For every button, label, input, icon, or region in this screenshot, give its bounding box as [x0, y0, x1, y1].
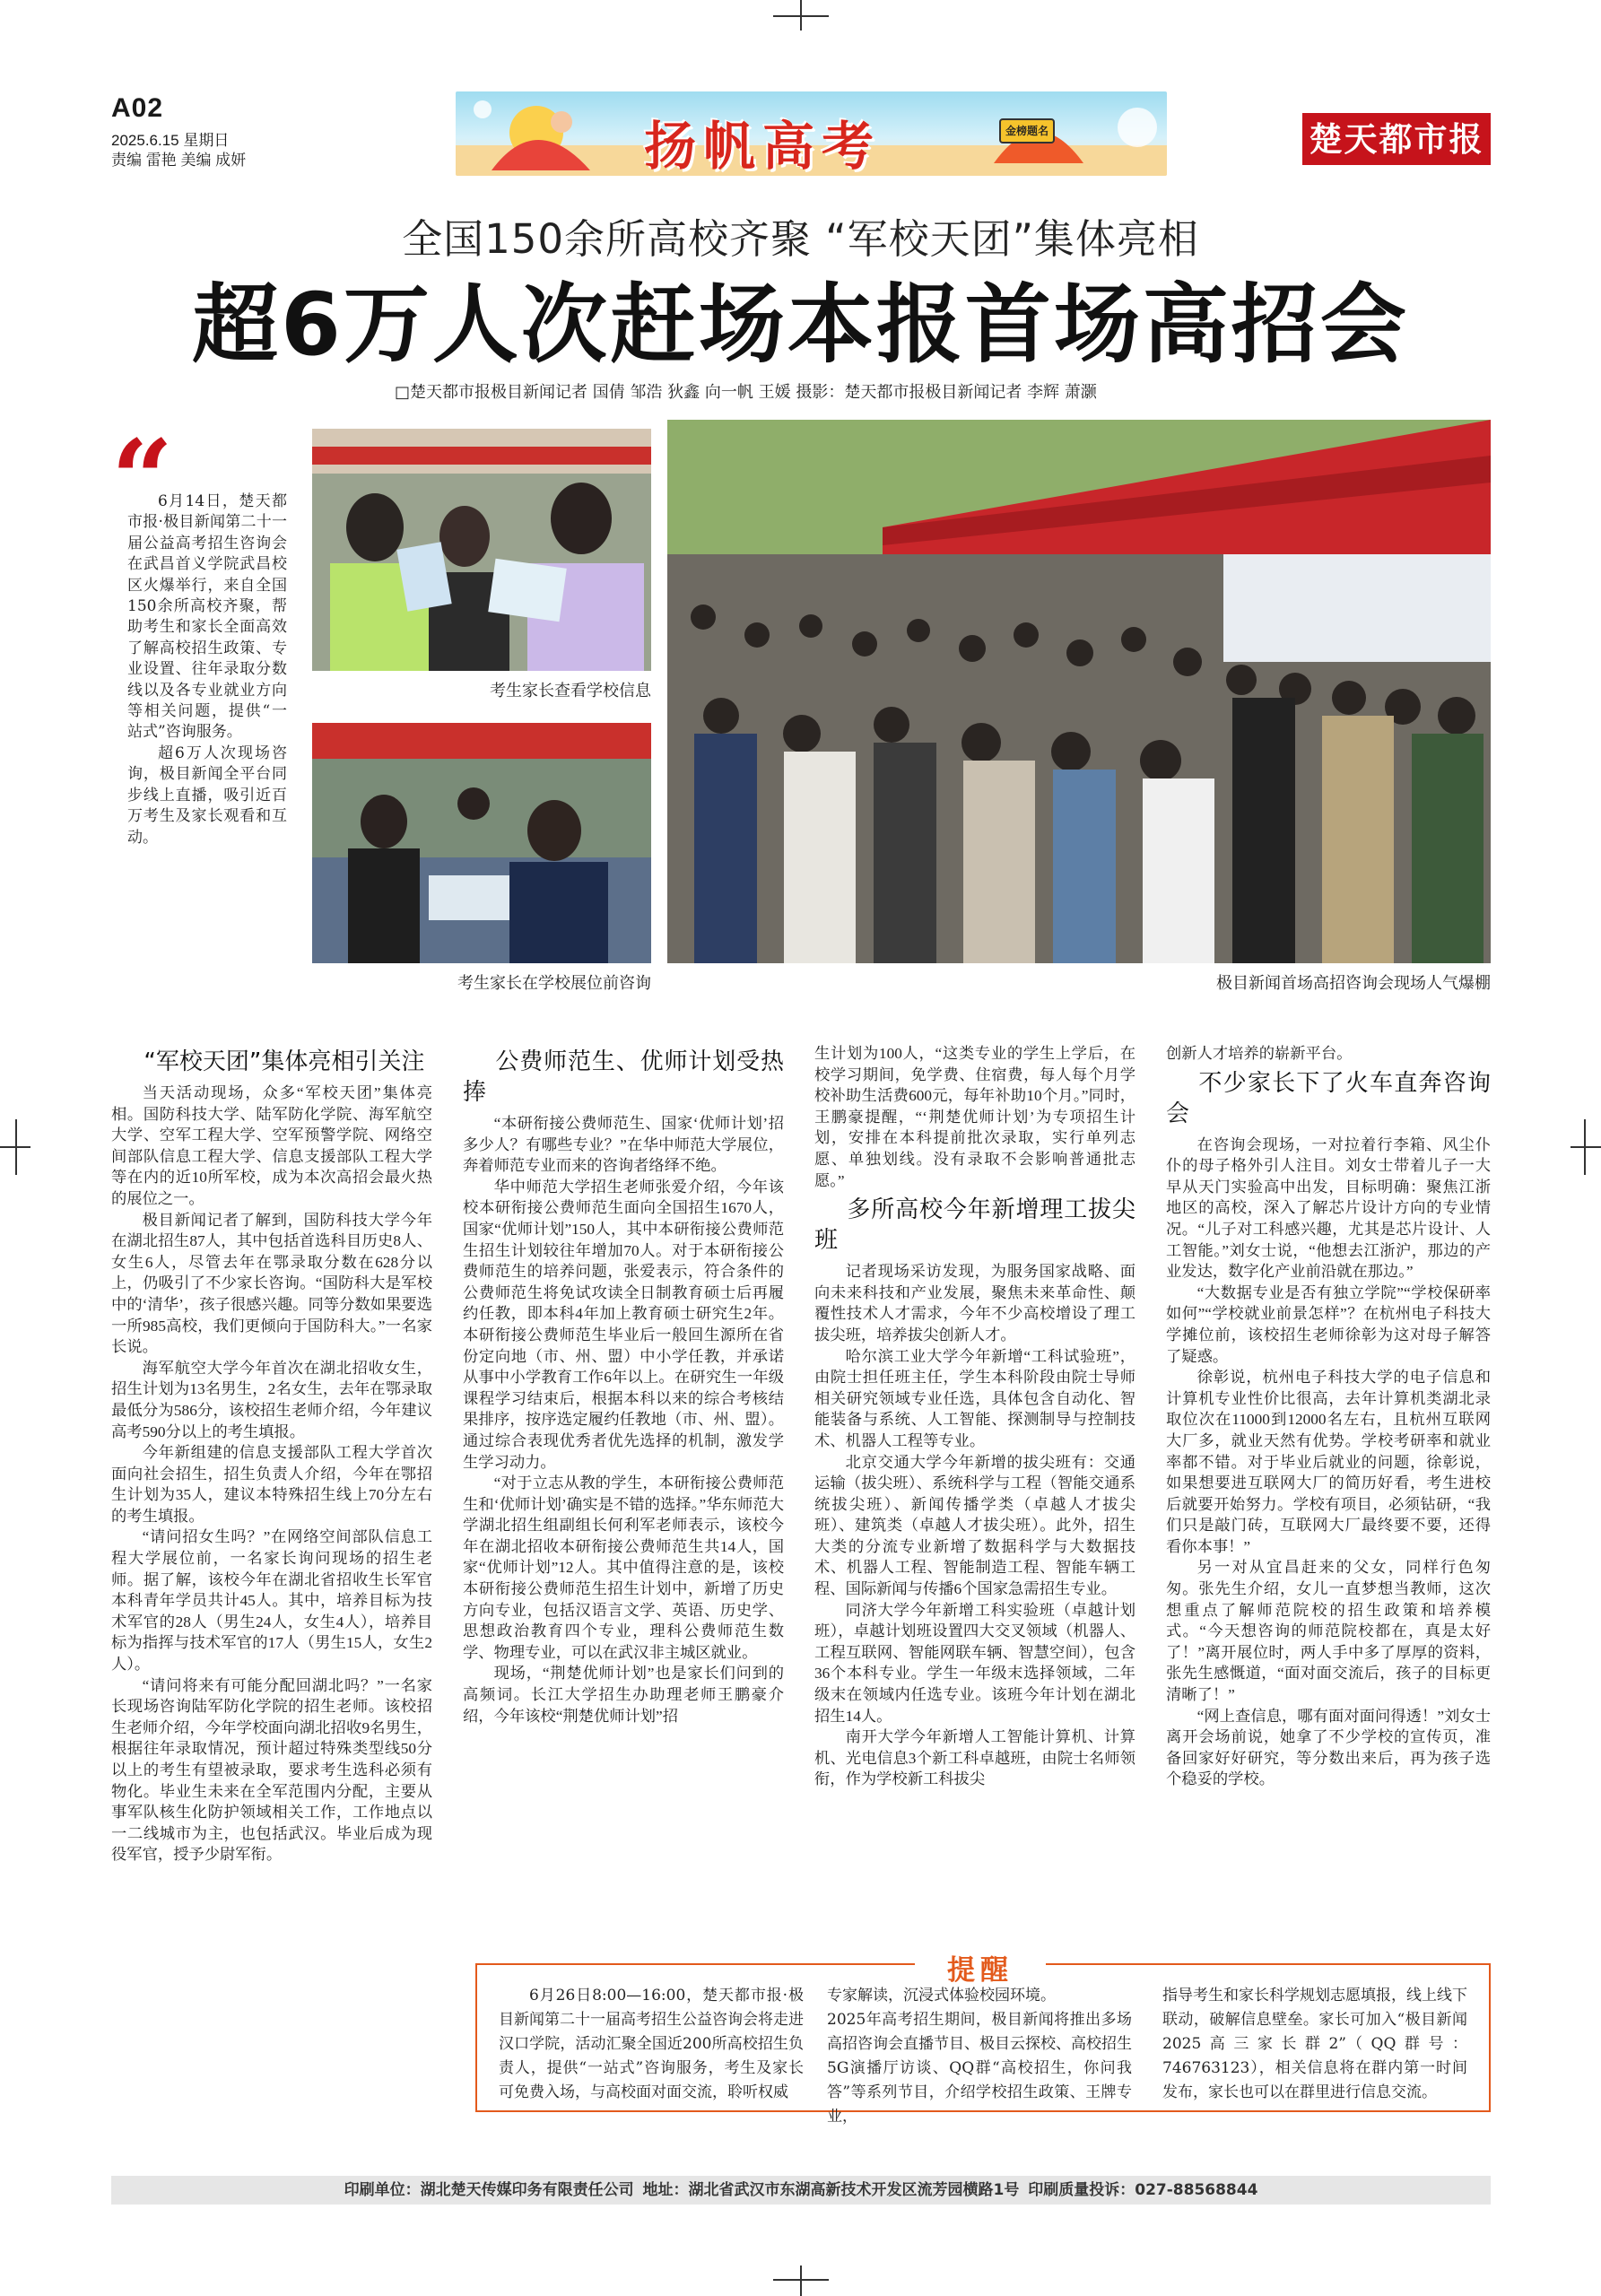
- section-title-teacher: 公费师范生、优师计划受热捧: [463, 1048, 784, 1106]
- byline: □楚天都市报极目新闻记者 国倩 邹浩 狄鑫 向一帆 王媛 摄影：楚天都市报极目新闻记者 李辉 萧灏: [395, 383, 1097, 402]
- col3-para: 南开大学今年新增人工智能计算机、计算机、光电信息3个新工科卓越班，由院士名师领衔，作为学校新工科拔尖: [814, 1728, 1135, 1788]
- photo-students-reading-image: [312, 429, 651, 671]
- col2-para: “本研衔接公费师范生、国家‘优师计划’招多少人？有哪些专业？”在华中师范大学展位，奔着师范专业而来的咨询者络绎不绝。: [463, 1115, 784, 1175]
- section-title-parents: 不少家长下了火车直奔咨询会: [1166, 1069, 1491, 1127]
- col3-para: 同济大学今年新增工科实验班（卓越计划班），卓越计划班设置四大交叉领域（机器人、工程互联网、智能网联车辆、智慧空间），包含36个本科专业。学生一年级末选择领域，二年级末在领域内任选专业。该班今年计划在湖北招生14人。: [814, 1601, 1135, 1725]
- caption-photo3: 极目新闻首场高招咨询会现场人气爆棚: [1216, 974, 1491, 993]
- col4-para: 徐彰说，杭州电子科技大学的电子信息和计算机专业性价比很高，去年计算机类湖北录取位次在11000到12000名左右，且杭州互联网大厂多，就业天然有优势。学校考研率和就业率都不错。对于毕业后就业的问题，徐彰说，如果想要进互联网大厂的简历好看，考生进校后就要开始努力。学校有项目，必须钻研，“我们只是敲门砖，互联网大厂最终要不要，还得看你本事！”: [1166, 1369, 1491, 1555]
- col1-para: “请问将来有可能分配回湖北吗？”一名家长现场咨询陆军防化学院的招生老师。该校招生老师介绍，今年学校面向湖北招收9名男生，根据往年录取情况，预计超过特殊类型线50分以上的考生有望被录取，要求考生选科必须有物化。毕业生未来在全军范围内分配，主要从事军队核生化防护领域相关工作，工作地点以一二线城市为主，也包括武汉。毕业后成为现役军官，授予少尉军衔。: [111, 1676, 432, 1864]
- lead-p2: 超6万人次现场咨询，极目新闻全平台同步线上直播，吸引近百万考生及家长观看和互动。: [127, 744, 287, 847]
- issue-date: 2025.6.15 星期日: [111, 132, 230, 149]
- reminder-col-1: 6月26日8:00—16:00，楚天都市报·极目新闻第二十一届高考招生公益咨询会将走进汉口学院，活动汇聚全国近200所高校招生负责人，提供“一站式”咨询服务，考生及家长可免费入场，与高校面对面交流，聆听权威: [499, 1987, 804, 2101]
- col3-para: 哈尔滨工业大学今年新增“工科试验班”，由院士担任班主任，学生本科阶段由院士导师相关研究领域专业任选，具体包含自动化、智能装备与系统、人工智能、探测制导与控制技术、机器人工程等专业。: [814, 1347, 1135, 1449]
- col3-para: 生计划为100人，“这类专业的学生上学后，在校学习期间，免学费、住宿费，每人每个月学校补助生活费600元，每年补助10个月。”同时，王鹏豪提醒，“‘荆楚优师计划’为专项招生计划，安排在本科提前批次录取，实行单列志愿、单独划线。没有录取不会影响普通批志愿。”: [814, 1045, 1135, 1189]
- caption-photo1: 考生家长查看学校信息: [490, 682, 651, 700]
- registration-mark-bottom: [800, 2266, 802, 2296]
- photo-crowd: [667, 420, 1491, 963]
- col1-para: “请问招女生吗？”在网络空间部队信息工程大学展位前，一名家长询问现场的招生老师。据了解，该校今年在湖北省招收生长军官本科青年学员共计45人。其中，培养目标为技术军官的28人（男生24人，女生4人），培养目标为指挥与技术军官的17人（男生15人，女生2人）。: [111, 1528, 432, 1674]
- registration-mark-right-v: [1584, 1119, 1586, 1175]
- col3-para: 记者现场采访发现，为服务国家战略、面向未来科技和产业发展，聚焦未来革命性、颠覆性技术人才需求，今年不少高校增设了理工拔尖班，培养拔尖创新人才。: [814, 1263, 1135, 1344]
- lead-paragraph: [127, 491, 287, 848]
- article-column-2: [463, 1043, 784, 1726]
- registration-mark-bottom-h: [773, 2279, 829, 2281]
- section-banner: [456, 91, 1167, 176]
- page-number: A02: [111, 93, 164, 123]
- col2-para: “对于立志从教的学生，本研衔接公费师范生和‘优师计划’确实是不错的选择。”华东师范大学湖北招生组副组长何利军老师表示，该校今年在湖北招收本研衔接公费师范生共14人，国家“优师计划”12人。其中值得注意的是，该校本研衔接公费师范生招生计划中，新增了历史方向专业，包括汉语言文学、英语、历史学、思想政治教育四个专业，理科公费师范生数学、物理专业，可以在武汉非主城区就业。: [463, 1474, 784, 1661]
- main-headline: 超6万人次赶场本报首场高招会: [192, 274, 1409, 375]
- newspaper-masthead: 楚天都市报: [1302, 113, 1491, 165]
- reminder-col-2: 专家解读，沉浸式体验校园环境。 2025年高考招生期间，极目新闻将推出多场高招咨询会直播节目、极目云探校、高校招生5G演播厅访谈、QQ群“高校招生，你问我答”等系列节目，介绍学校招生政策、王牌专业，: [827, 1987, 1132, 2126]
- col2-para: 现场，“荆楚优师计划”也是家长们问到的高频词。长江大学招生办助理老师王鹏豪介绍，今年该校“荆楚优师计划”招: [463, 1665, 784, 1725]
- photo-crowd-image: [667, 420, 1491, 963]
- photo-booth-consulting: [312, 723, 651, 963]
- col4-para: 另一对从宜昌赶来的父女，同样行色匆匆。张先生介绍，女儿一直梦想当教师，这次想重点了解师范院校的招生政策和培养模式。“今天想咨询的师范院校都在，真是太好了！”离开展位时，两人手中多了厚厚的资料，张先生感慨道，“面对面交流后，孩子的目标更清晰了！”: [1166, 1559, 1491, 1704]
- banner-badge: 金榜题名: [999, 118, 1055, 144]
- col4-para: 创新人才培养的崭新平台。: [1166, 1045, 1353, 1062]
- col4-para: “网上查信息，哪有面对面问得透！”刘女士离开会场前说，她拿了不少学校的宣传页，准备回家好好研究，等分数出来后，再为孩子选个稳妥的学校。: [1166, 1707, 1491, 1788]
- banner-title: 扬帆高考: [644, 116, 882, 176]
- photo-students-reading: [312, 429, 651, 671]
- caption-photo2: 考生家长在学校展位前咨询: [457, 974, 651, 993]
- quote-mark-icon: “: [111, 416, 174, 543]
- col1-para: 海军航空大学今年首次在湖北招收女生，招生计划为13名男生，2名女生，去年在鄂录取最低分为586分，该校招生老师介绍，今年建议高考590分以上的考生填报。: [111, 1359, 432, 1440]
- registration-mark-top-h: [773, 15, 829, 17]
- editors: 责编 雷艳 美编 成妍: [111, 152, 247, 169]
- col1-para: 极目新闻记者了解到，国防科技大学今年在湖北招生87人，其中包括首选科目历史8人、女生6人，尽管去年在鄂录取分数在628分以上，仍吸引了不少家长咨询。“国防科大是军校中的‘清华’，孩子很感兴趣。同等分数如果要选一所985高校，我们更倾向于国防科大。”一名家长说。: [111, 1211, 432, 1356]
- registration-mark-right: [1571, 1146, 1601, 1148]
- print-footer: 印刷单位：湖北楚天传媒印务有限责任公司 地址：湖北省武汉市东湖高新技术开发区流芳园横路1号 印刷质量投诉：027-88568844: [111, 2176, 1491, 2205]
- section-title-engineering: 多所高校今年新增理工拔尖班: [814, 1196, 1135, 1255]
- registration-mark-left-v: [15, 1119, 17, 1175]
- article-column-1: [111, 1043, 432, 1866]
- col4-para: 在咨询会现场，一对拉着行李箱、风尘仆仆的母子格外引人注目。刘女士带着儿子一大早从天门实验高中出发，目标明确：聚焦江浙地区的高校，深入了解芯片设计方向的专业情况。“儿子对工科感兴趣，尤其是芯片设计、人工智能。”刘女士说，“他想去江浙沪，那边的产业发达，数字化产业前沿就在那边。”: [1166, 1135, 1491, 1281]
- article-column-3: [814, 1043, 1135, 1790]
- col4-para: “大数据专业是否有独立学院”“学校保研率如何”“学校就业前景怎样”？在杭州电子科技大学摊位前，该校招生老师徐彰为这对母子解答了疑惑。: [1166, 1283, 1491, 1365]
- photo-booth-consulting-image: [312, 723, 651, 963]
- page-meta: [111, 131, 246, 170]
- article-column-4: [1166, 1043, 1491, 1790]
- lead-p1: 6月14日，楚天都市报·极目新闻第二十一届公益高考招生咨询会在武昌首义学院武昌校区火爆举行，来自全国150余所高校齐聚，帮助考生和家长全面高效了解高校招生政策、专业设置、往年录取分数线以及各专业就业方向等相关问题，提供“一站式”咨询服务。: [127, 492, 287, 742]
- col2-para: 华中师范大学招生老师张爱介绍，今年该校本研衔接公费师范生面向全国招生1670人，国家“优师计划”150人，其中本研衔接公费师范生招生计划较往年增加70人。对于本研衔接公费师范生的培养问题，张爱表示，符合条件的公费师范生将免试攻读全日制教育硕士后再履约任教，即本科4年加上教育硕士研究生2年。本研衔接公费师范生毕业后一般回生源所在省份定向地（市、州、盟）中小学任教，并承诺从事中小学教育工作6年以上。在研究生一年级课程学习结束后，根据本科以来的综合考核结果排序，按序选定履约任教地（市、州、盟）。通过综合表现优秀者优先选择的机制，激发学生学习动力。: [463, 1178, 784, 1471]
- reminder-title: 提醒: [915, 1947, 1046, 1987]
- col3-para: 北京交通大学今年新增的拔尖班有：交通运输（拔尖班）、系统科学与工程（智能交通系统拔尖班）、新闻传播学类（卓越人才拔尖班）、建筑类（卓越人才拔尖班）。此外，招生大类的分流专业新增了数据科学与大数据技术、机器人工程、智能制造工程、智能车辆工程、国际新闻与传播6个国家急需招生专业。: [814, 1453, 1135, 1598]
- col1-para: 当天活动现场，众多“军校天团”集体亮相。国防科技大学、陆军防化学院、海军航空大学、空军工程大学、空军预警学院、网络空间部队信息工程大学、信息支援部队工程大学等在内的近10所军校，成为本次高招会最火热的展位之一。: [111, 1084, 432, 1207]
- col1-para: 今年新组建的信息支援部队工程大学首次面向社会招生，招生负责人介绍，今年在鄂招生计划为35人，建议本特殊招生线上70分左右的考生填报。: [111, 1444, 432, 1525]
- section-title-military: “军校天团”集体亮相引关注: [144, 1048, 425, 1075]
- reminder-col-3: 指导考生和家长科学规划志愿填报，线上线下联动，破解信息壁垒。家长可加入“极目新闻2025高三家长群2”（QQ群号：746763123），相关信息将在群内第一时间发布，家长也可以在群里进行信息交流。: [1162, 1987, 1467, 2101]
- sub-headline: 全国150余所高校齐聚 “军校天团”集体亮相: [402, 215, 1199, 263]
